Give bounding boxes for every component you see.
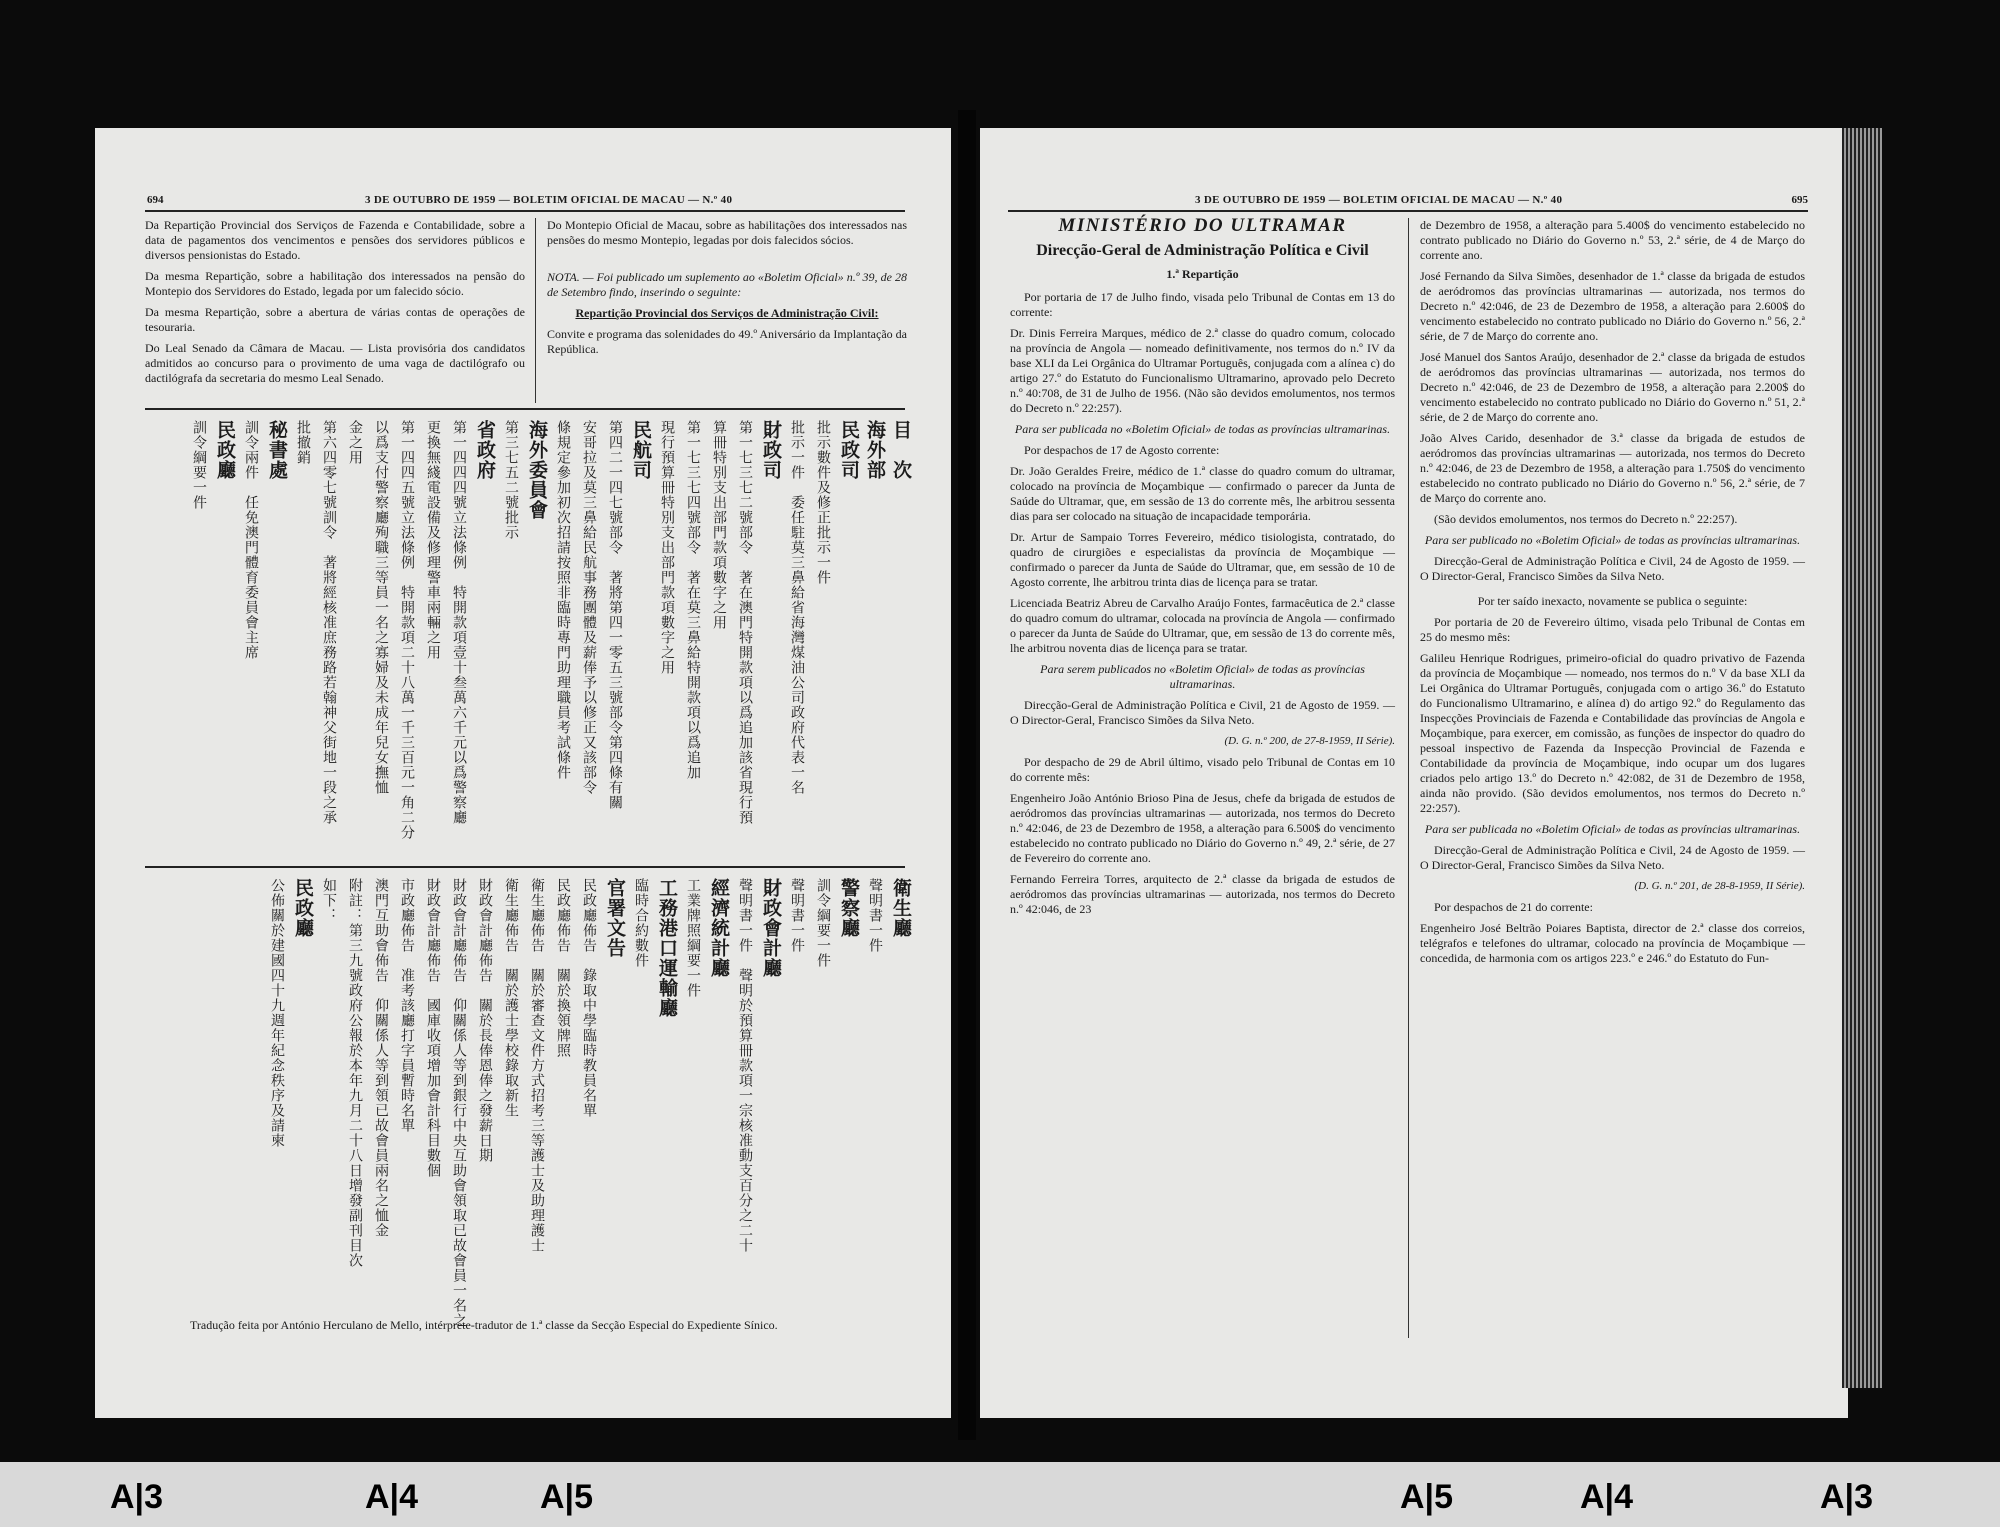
film-mark: A|4 xyxy=(1580,1478,1633,1516)
page-number: 694 xyxy=(147,194,164,206)
film-mark: A|3 xyxy=(1820,1478,1873,1516)
index-col-2: Do Montepio Oficial de Macau, sobre as habilitações dos interessados nas pensões do mesmo Montepio, legadas por dois falecidos sócios. NOTA. — Foi publicado um suplemento ao «Boletim Oficial» n.º 39, de 28 de Setembro findo, inserindo o seguinte: Repartição Provincial dos Serviços de Administração Civil: Convite e programa das solenidades do 49.º Aniversário da Implantação da República. xyxy=(547,218,907,356)
chinese-index-upper: 目 次 海外部 民政司 批示數件及修正批示一件 批示一件 委任駐莫三鼻給省海灣煤油公司政府代表一名 財政司 第一七三七二號部令 著在澳門特開款項以爲追加該省現行預 算冊特別支出部門款項數字之用 第一七三七四號部令 著在莫三鼻給特開款項以爲追加 現行預算冊特別支出部門款項數字之用 民航司 第四二一四七號部令 著將第四一零五三號部令第四條有關 安哥拉及莫三鼻給民航事務團體及薪俸予以修正又該部令 條規定參加初次招請按照非臨時專門助理職員考試條件 海外委員會 第三七五二號批示 省政府 第一四四四號立法條例 特開款項壹十叁萬六千元以爲警察廳 更換無綫電設備及修理警車兩輛之用 第一四四五號立法條例 特開款項二十八萬一千三百元一角二分 以爲支付警察廳殉職三等員一名之寡婦及未成年兒女撫恤 金之用 第六四零七號訓令 著將經核准庶務路若翰神父街地一段之承 批撤銷 秘書處 訓令兩件 任免澳門體育委員會主席 民政廳 訓令綱要一件 xyxy=(191,420,912,840)
right-page xyxy=(980,128,1848,1418)
book-spine xyxy=(958,110,976,1440)
reparticao-title: 1.ª Repartição xyxy=(1166,267,1239,281)
page-number: 695 xyxy=(1791,194,1808,206)
column-divider xyxy=(535,218,536,403)
ministry-title: MINISTÉRIO DO ULTRAMAR xyxy=(1058,215,1347,236)
column-divider xyxy=(1408,218,1409,1338)
text-col-2: de Dezembro de 1958, a alteração para 5.400$ do vencimento estabelecido no contrato publicado no Diário do Governo n.º 53, 2.ª série, de 4 de Março do corrente ano. José Fernando da Silva Simões, desenhador de 1.ª classe da brigada de estudos de aeródromos das províncias ultramarinas — autorizada, nos termos do Decreto n.º 42:046, de 23 de Dezembro de 1958, a alteração para 2.600$ do vencimento estabelecido no contrato publicado no Diário do Governo n.º 56, 2.ª série, de 7 de Março do corrente ano. José Manuel dos Santos Araújo, desenhador de 2.ª classe da brigada de estudos de aeródromos das províncias ultramarinas — autorizada, nos termos do Decreto n.º 42:046, de 23 de Dezembro de 1958, a alteração para 2.200$ do vencimento estabelecido no contrato publicado no Diário do Governo n.º 51, 2.ª série, de 2 de Março do corrente ano. João Alves Carido, desenhador de 3.ª classe da brigada de estudos de aeródromos das províncias ultramarinas — autorizada, nos termos do Decreto n.º 42:046, de 23 de Dezembro de 1958, a alteração para 1.750$ do vencimento estabelecido no contrato publicado no Diário do Governo n.º 56, 2.ª série, de 7 de Março do corrente ano. (São devidos emolumentos, nos termos do Decreto n.º 22:257). Para ser publicado no «Boletim Oficial» de todas as províncias ultramarinas. Direcção-Geral de Administração Política e Civil, 24 de Agosto de 1959. — O Director-Geral, Francisco Simões da Silva Neto. Por ter saído inexacto, novamente se publica o seguinte: Por portaria de 20 de Fevereiro último, visada pelo Tribunal de Contas em 25 do mesmo mês: Galileu Henrique Rodrigues, primeiro-oficial do quadro privativo de Fazenda da província de Moçambique — nomeado, nos termos do n.º V da base XLI da Lei Orgânica do Ultramar Português, conjugada com o artigo 36.º do Estatuto do Funcionalismo Ultramarino, e alínea d) do artigo 92.º do Regulamento das Inspecções Provinciais de Fazenda e Contabilidade das províncias de Angola e Moçambique, para exercer, em comissão, as funções de inspector do quadro do pessoal inspectivo de Fazenda da Inspecção Provincial de Fazenda e Contabilidade da província de Moçambique, indo ocupar um dos lugares criados pelo artigo 13.º do Decreto n.º 42:082, de 31 de Dezembro de 1958, ainda não provido. (São devidos emolumentos, nos termos do Decreto n.º 22:257). Para ser publicada no «Boletim Oficial» de todas as províncias ultramarinas. Direcção-Geral de Administração Política e Civil, 24 de Agosto de 1959. — O Director-Geral, Francisco Simões da Silva Neto. (D. G. n.º 201, de 28-8-1959, II Série). Por despachos de 21 do corrente: Engenheiro José Beltrão Poiares Baptista, director de 2.ª classe dos correios, telégrafos e telefones do ultramar, colocado na província de Moçambique — concedida, de harmonia com os artigos 223.º e 246.º do Estatuto do Fun- xyxy=(1420,218,1805,965)
section-rule-2 xyxy=(145,866,905,868)
film-mark: A|4 xyxy=(365,1478,418,1516)
book-edge xyxy=(1842,128,1882,1388)
film-mark: A|5 xyxy=(1400,1478,1453,1516)
index-col-1: Da Repartição Provincial dos Serviços de Fazenda e Contabilidade, sobre a data de pagamentos dos vencimentos e pensões dos servidores públicos e diversos pensionistas do Estado. Da mesma Repartição, sobre a habilitação dos interessados na pensão do Montepio dos Servidores do Estado, legada por um falecido sócio. Da mesma Repartição, sobre a abertura de várias contas de operações de tesouraria. Do Leal Senado da Câmara de Macau. — Lista provisória dos candidatos admitidos ao concurso para o provimento de uma vaga de dactilógrafo ou dactilógrafa da secretaria do mesmo Leal Senado. xyxy=(145,218,525,385)
head-rule xyxy=(145,210,905,212)
translation-note: Tradução feita por António Herculano de Mello, intérprete-tradutor de 1.ª classe da Secção Especial do Expediente Sínico. xyxy=(190,1318,778,1332)
running-head: 3 DE OUTUBRO DE 1959 — BOLETIM OFICIAL DE MACAU — N.º 40 xyxy=(365,194,733,206)
running-head: 3 DE OUTUBRO DE 1959 — BOLETIM OFICIAL DE MACAU — N.º 40 xyxy=(1195,194,1563,206)
section-rule xyxy=(145,408,905,410)
head-rule xyxy=(1008,210,1808,212)
film-mark: A|3 xyxy=(110,1478,163,1516)
text-col-1: MINISTÉRIO DO ULTRAMAR Direcção-Geral de Administração Política e Civil 1.ª Repartição Por portaria de 17 de Julho findo, visada pelo Tribunal de Contas em 13 do corrente: Dr. Dinis Ferreira Marques, médico de 2.ª classe do quadro comum, colocado na província de Angola — nomeado definitivamente, nos termos do n.º IV da base XLI da Lei Orgânica do Ultramar Português, conjugada com a alínea c) do artigo 27.º do Estatuto do Funcionalismo Ultramarino, aprovado pelo Decreto n.º 40:708, de 31 de Julho de 1956. (Não são devidos emolumentos, nos termos do Decreto n.º 22:257). Para ser publicada no «Boletim Oficial» de todas as províncias ultramarinas. Por despachos de 17 de Agosto corrente: Dr. João Geraldes Freire, médico de 1.ª classe do quadro comum do ultramar, colocado na província de Moçambique — confirmado o parecer da Junta de Saúde do Ultramar, que, em sessão de 13 do corrente mês, lhe arbitrou sessenta dias para ser colocado na situação de incapacidade temporária. Dr. Artur de Sampaio Torres Fevereiro, médico tisiologista, contratado, do quadro de cirurgiões e especialistas da província de Moçambique — confirmado o parecer da Junta de Saúde do Ultramar, que, em sessão de 10 de Agosto corrente, lhe arbitrou trinta dias de licença para se tratar. Licenciada Beatriz Abreu de Carvalho Araújo Fontes, farmacêutica de 2.ª classe do quadro comum do ultramar, colocada na província de Angola — confirmado o parecer da Junta de Saúde do Ultramar, que, em sessão de 13 do corrente mês, lhe arbitrou noventa dias de licença para se tratar. Para serem publicados no «Boletim Oficial» de todas as províncias ultramarinas. Direcção-Geral de Administração Política e Civil, 21 de Agosto de 1959. — O Director-Geral, Francisco Simões da Silva Neto. (D. G. n.º 200, de 27-8-1959, II Série). Por despacho de 29 de Abril último, visado pelo Tribunal de Contas em 10 do corrente mês: Engenheiro João António Brioso Pina de Jesus, chefe da brigada de estudos de aeródromos das províncias ultramarinas — autorizada, nos termos do Decreto n.º 42:046, de 23 de Dezembro de 1958, a alteração para 6.500$ do vencimento estabelecido no contrato publicado no Diário do Governo n.º 49, 2.ª série, de 27 de Fevereiro do corrente ano. Fernando Ferreira Torres, arquitecto de 2.ª classe da brigada de estudos de aeródromos das províncias ultramarinas — autorizada, nos termos do Decreto n.º 42:046, de 23 xyxy=(1010,215,1395,916)
direccao-title: Direcção-Geral de Administração Política e Civil xyxy=(1036,242,1369,259)
chinese-index-lower: 衛生廳 聲明書一件 警察廳 訓令綱要一件 聲明書一件 財政會計廳 聲明書一件 聲明於預算冊款項一宗核准動支百分之二十 經濟統計廳 工業牌照綱要一件 工務港口運輸廳 臨時合約數件 官署文告 民政廳佈告 錄取中學臨時教員名單 民政廳佈告 關於換領牌照 衛生廳佈告 關於審查文件方式招考三等護士及助理護士 衛生廳佈告 關於護士學校錄取新生 財政會計廳佈告 關於長俸恩俸之發薪日期 財政會計廳佈告 仰關係人等到銀行中央互助會領取已故會員一名之 財政會計廳佈告 國庫收項增加會計科目數個 市政廳佈告 准考該廳打字員暫時名單 澳門互助會佈告 仰關係人等到領已故會員兩名之恤金 附註：第三九號政府公報於本年九月二十八日增發副刊目次 如下： 民政廳 公佈關於建國四十九週年紀念秩序及請柬 xyxy=(269,878,912,1328)
left-page xyxy=(95,128,951,1418)
film-mark: A|5 xyxy=(540,1478,593,1516)
film-strip xyxy=(0,1462,2000,1527)
